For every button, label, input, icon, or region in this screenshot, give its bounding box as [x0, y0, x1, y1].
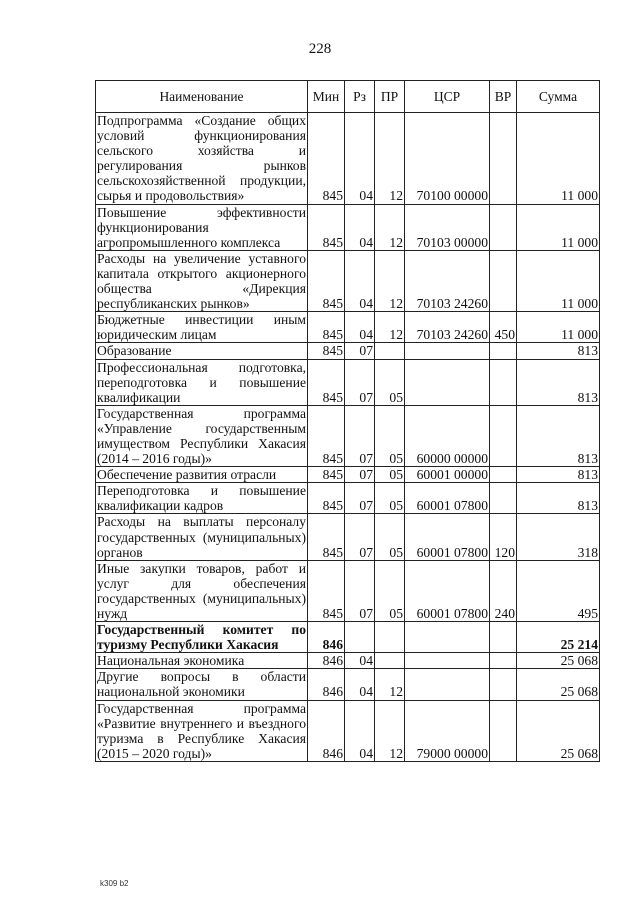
cell-name: Образование — [96, 343, 308, 359]
cell-pr: 05 — [375, 483, 405, 514]
cell-csr: 70103 24260 — [405, 250, 490, 311]
cell-vr — [490, 700, 517, 761]
table-row — [96, 343, 600, 359]
cell-rz: 04 — [345, 113, 375, 205]
cell-name: Подпрограмма «Создание общих условий функционирования сельского хозяйства и регулирования рынков сельскохозяйственной продукции, сырья и продовольствия» — [97, 113, 306, 204]
cell-vr — [490, 113, 517, 205]
cell-csr — [405, 669, 490, 700]
cell-vr — [490, 669, 517, 700]
cell-sum: 813 — [517, 343, 600, 359]
cell-name: Обеспечение развития отрасли — [96, 467, 308, 483]
cell-min: 845 — [308, 483, 345, 514]
cell-sum: 318 — [517, 514, 600, 560]
cell-name: Переподготовка и повышение квалификации кадров — [97, 483, 306, 514]
cell-rz: 04 — [345, 204, 375, 250]
cell-rz: 07 — [345, 405, 375, 466]
cell-min: 845 — [308, 467, 345, 483]
cell-csr: 60001 07800 — [405, 483, 490, 514]
cell-rz: 07 — [345, 359, 375, 405]
header-pr: ПР — [375, 81, 405, 113]
cell-name: Другие вопросы в области национальной экономики — [97, 669, 306, 700]
cell-pr: 12 — [375, 669, 405, 700]
cell-min: 846 — [308, 669, 345, 700]
cell-name: Иные закупки товаров, работ и услуг для обеспечения государственных (муниципальных) нужд — [97, 560, 306, 621]
cell-min: 845 — [308, 250, 345, 311]
cell-min: 845 — [308, 312, 345, 343]
cell-min: 845 — [308, 113, 345, 205]
cell-pr: 05 — [375, 514, 405, 560]
header-vr: ВР — [490, 81, 517, 113]
cell-name: Бюджетные инвестиции иным юридическим лицам — [97, 312, 306, 343]
cell-sum: 813 — [517, 405, 600, 466]
cell-min: 846 — [308, 622, 345, 653]
cell-sum: 25 068 — [517, 653, 600, 669]
cell-vr: 120 — [490, 514, 517, 560]
cell-csr: 70100 00000 — [405, 113, 490, 205]
cell-sum: 11 000 — [517, 204, 600, 250]
cell-csr: 60001 00000 — [405, 467, 490, 483]
cell-csr: 79000 00000 — [405, 700, 490, 761]
cell-pr: 12 — [375, 312, 405, 343]
cell-name: Расходы на увеличение уставного капитала открытого акционерного общества «Дирекция республиканских рынков» — [97, 250, 306, 312]
table-row — [96, 250, 600, 311]
cell-name: Национальная экономика — [96, 653, 308, 669]
cell-vr — [490, 483, 517, 514]
cell-rz: 07 — [345, 343, 375, 359]
table-row — [96, 700, 600, 761]
cell-pr: 05 — [375, 467, 405, 483]
cell-name: Расходы на выплаты персоналу государственных (муниципальных) органов — [97, 514, 306, 560]
cell-vr — [490, 204, 517, 250]
cell-sum: 11 000 — [517, 312, 600, 343]
cell-vr — [490, 622, 517, 653]
cell-name: Государственная программа «Развитие внутреннего и въездного туризма в Республике Хакасия (2015 – 2020 годы)» — [97, 700, 306, 761]
table-row — [96, 312, 600, 343]
cell-name: Профессиональная подготовка, переподготовка и повышение квалификации — [97, 359, 306, 405]
cell-rz: 07 — [345, 483, 375, 514]
cell-pr: 12 — [375, 700, 405, 761]
cell-rz: 04 — [345, 653, 375, 669]
cell-vr: 450 — [490, 312, 517, 343]
cell-sum: 11 000 — [517, 250, 600, 311]
cell-csr: 70103 24260 — [405, 312, 490, 343]
cell-sum: 11 000 — [517, 113, 600, 205]
cell-sum: 813 — [517, 483, 600, 514]
budget-table — [95, 80, 600, 762]
cell-min: 845 — [308, 405, 345, 466]
cell-csr — [405, 343, 490, 359]
cell-min: 846 — [308, 653, 345, 669]
cell-min: 845 — [308, 560, 345, 621]
cell-min: 845 — [308, 343, 345, 359]
cell-min: 845 — [308, 204, 345, 250]
cell-vr — [490, 359, 517, 405]
cell-rz: 04 — [345, 700, 375, 761]
cell-pr: 05 — [375, 560, 405, 621]
cell-sum: 25 068 — [517, 669, 600, 700]
cell-pr: 12 — [375, 250, 405, 311]
table-header-row — [96, 81, 600, 113]
table-row — [96, 113, 600, 205]
cell-sum: 495 — [517, 560, 600, 621]
cell-vr — [490, 343, 517, 359]
cell-csr — [405, 653, 490, 669]
header-min: Мин — [308, 81, 345, 113]
footer-code: k309 b2 — [100, 879, 129, 888]
cell-rz: 04 — [345, 669, 375, 700]
cell-csr: 60001 07800 — [405, 560, 490, 621]
table-row — [96, 622, 600, 653]
cell-min: 845 — [308, 514, 345, 560]
header-csr: ЦСР — [405, 81, 490, 113]
table-row — [96, 204, 600, 250]
cell-name: Государственная программа «Управление государственным имуществом Республики Хакасия (2014 – 2016 годы)» — [97, 405, 306, 467]
table-row — [96, 669, 600, 700]
cell-csr — [405, 359, 490, 405]
cell-pr — [375, 622, 405, 653]
cell-pr: 12 — [375, 204, 405, 250]
table-row — [96, 483, 600, 514]
cell-pr: 05 — [375, 359, 405, 405]
table-row — [96, 560, 600, 621]
cell-vr — [490, 467, 517, 483]
cell-sum: 813 — [517, 359, 600, 405]
cell-vr: 240 — [490, 560, 517, 621]
cell-sum: 813 — [517, 467, 600, 483]
cell-pr: 12 — [375, 113, 405, 205]
cell-csr — [405, 622, 490, 653]
cell-sum: 25 214 — [517, 622, 600, 653]
cell-rz: 04 — [345, 312, 375, 343]
page-number: 228 — [308, 41, 332, 57]
table-row — [96, 405, 600, 466]
cell-min: 845 — [308, 359, 345, 405]
header-sum: Сумма — [517, 81, 600, 113]
cell-rz: 04 — [345, 250, 375, 311]
cell-pr — [375, 653, 405, 669]
header-rz: Рз — [345, 81, 375, 113]
cell-pr: 05 — [375, 405, 405, 466]
cell-csr: 70103 00000 — [405, 204, 490, 250]
table-row — [96, 653, 600, 669]
cell-vr — [490, 405, 517, 466]
table-row — [96, 467, 600, 483]
cell-rz — [345, 622, 375, 653]
table-row — [96, 359, 600, 405]
cell-name: Повышение эффективности функционирования агропромышленного комплекса — [97, 204, 306, 250]
cell-vr — [490, 653, 517, 669]
cell-rz: 07 — [345, 467, 375, 483]
cell-min: 846 — [308, 700, 345, 761]
cell-rz: 07 — [345, 560, 375, 621]
cell-vr — [490, 250, 517, 311]
cell-csr: 60000 00000 — [405, 405, 490, 466]
table-row — [96, 514, 600, 560]
header-name: Наименование — [96, 81, 308, 113]
cell-sum: 25 068 — [517, 700, 600, 761]
table-body — [96, 113, 600, 762]
cell-name: Государственный комитет по туризму Республики Хакасия — [97, 622, 306, 653]
cell-rz: 07 — [345, 514, 375, 560]
cell-pr — [375, 343, 405, 359]
cell-csr: 60001 07800 — [405, 514, 490, 560]
